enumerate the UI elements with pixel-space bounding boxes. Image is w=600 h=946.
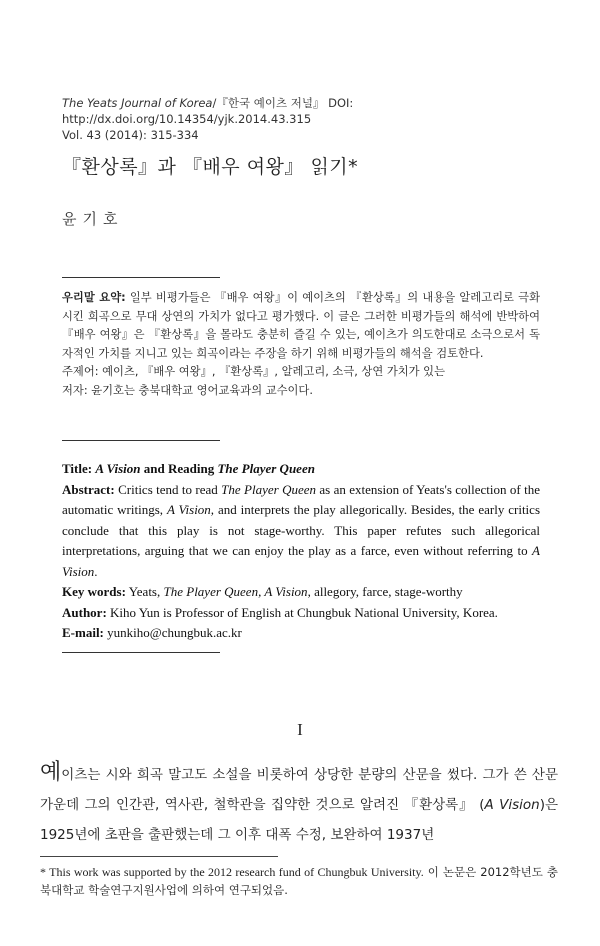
- author-text: Kiho Yun is Professor of English at Chungbuk National University, Korea.: [106, 604, 498, 620]
- keywords-label: Key words:: [62, 584, 126, 599]
- section-heading: I: [297, 720, 303, 739]
- footnote-text-en: * This work was supported by the 2012 research fund of Chungbuk University.: [40, 865, 424, 879]
- journal-citation-line: [62, 95, 600, 127]
- body-paragraph: [40, 760, 558, 850]
- keywords-segment: Yeats,: [125, 584, 164, 599]
- abstract-italic: The Player Queen: [221, 481, 316, 497]
- body-text-italic: A Vision: [484, 797, 540, 813]
- email-label: E-mail:: [62, 625, 104, 640]
- english-abstract-text: [62, 480, 540, 583]
- abstract-segment: Critics tend to read: [114, 481, 222, 497]
- english-author: [62, 603, 540, 624]
- doi-link[interactable]: DOI: http://dx.doi.org/10.14354/yjk.2014.43.315: [62, 96, 354, 126]
- keywords-italic: The Player Queen, A Vision: [163, 584, 308, 599]
- korean-keywords-label: 주제어:: [62, 365, 99, 379]
- abstract-italic: A Vision: [62, 543, 540, 579]
- english-title-part1: A Vision: [95, 461, 141, 476]
- korean-summary: [62, 289, 540, 363]
- footnote-text-kr: 이 논문은 2012학년도 충북대학교 학술연구지원사업에 의하여 연구되었음.: [40, 865, 558, 897]
- author-name-kr: 윤기호: [62, 210, 124, 228]
- english-title-mid: and Reading: [140, 461, 218, 476]
- abstract-label: Abstract:: [62, 481, 115, 497]
- journal-name-kr: /『한국 예이츠 저널』: [212, 96, 325, 110]
- korean-summary-label: 우리말 요약:: [62, 291, 126, 304]
- body-text-segment: 이츠는 시와 희곡 말고도 소설을 비롯하여 상당한 분량의 산문을 썼다. 그가 쓴 산문 가운데 그의 인간관, 역사관, 철학관을 집약한 것으로 알려진 『환상록』 (: [40, 767, 558, 813]
- english-title-line: [62, 459, 540, 480]
- korean-author-text: 윤기호는 충북대학교 영어교육과의 교수이다.: [87, 383, 313, 397]
- english-title-part2: The Player Queen: [217, 461, 315, 476]
- english-title-label: Title:: [62, 461, 93, 476]
- divider-rule: [62, 277, 220, 278]
- abstract-segment: .: [94, 563, 98, 579]
- author-label: Author:: [62, 604, 107, 620]
- english-abstract: [62, 459, 540, 644]
- paper-title: 『환상록』과 『배우 여왕』 읽기*: [62, 156, 359, 178]
- footnote: [40, 863, 558, 899]
- korean-author: [62, 382, 540, 401]
- abstract-italic: A Vision,: [166, 502, 215, 517]
- journal-name: The Yeats Journal of Korea: [62, 96, 213, 110]
- korean-abstract: [62, 289, 540, 401]
- english-email: [62, 623, 540, 644]
- keywords-segment: , allegory, farce, stage-worthy: [307, 584, 463, 599]
- body-text-segment: )은 1925년에 초판을 출판했는데 그 이후 대폭 수정, 보완하여 1937년: [40, 797, 559, 843]
- divider-rule: [62, 652, 220, 653]
- korean-summary-text: 일부 비평가들은 『배우 여왕』이 예이츠의 『환상록』의 내용을 알레고리로 극화시킨 희곡으로 무대 상연의 가치가 없다고 평가했다. 이 글은 그러한 비평가들의 해석에 반박하여 『배우 여왕』은 『환상록』을 몰라도 충분히 즐길 수 있는, 예이츠가 의도한대로 소극으로서 독자적인 가치를 지니고 있는 희곡이라는 주장을 하기 위해 비평가들의 해석을 검토한다.: [62, 291, 540, 360]
- english-keywords: [62, 582, 540, 603]
- korean-author-label: 저자:: [62, 383, 88, 397]
- abstract-segment: as an extension of Yeats's collection of the automatic writings,: [62, 481, 540, 517]
- korean-keywords: [62, 363, 540, 382]
- email-address[interactable]: yunkiho@chungbuk.ac.kr: [103, 625, 242, 640]
- volume-info: Vol. 43 (2014): 315-334: [62, 128, 199, 142]
- footnote-rule: [40, 856, 278, 857]
- divider-rule: [62, 440, 220, 441]
- drop-cap: 예: [40, 760, 62, 785]
- journal-header: [62, 95, 600, 143]
- korean-keywords-text: 예이츠, 『배우 여왕』, 『환상록』, 알레고리, 소극, 상연 가치가 있는: [98, 365, 446, 379]
- abstract-segment: and interprets the play allegorically. Besides, the early critics conclude that this play is not stage-worthy. This paper refutes such allegorical interpretations, arguing that we can enjoy the play as a farce, even without referring to: [62, 502, 541, 558]
